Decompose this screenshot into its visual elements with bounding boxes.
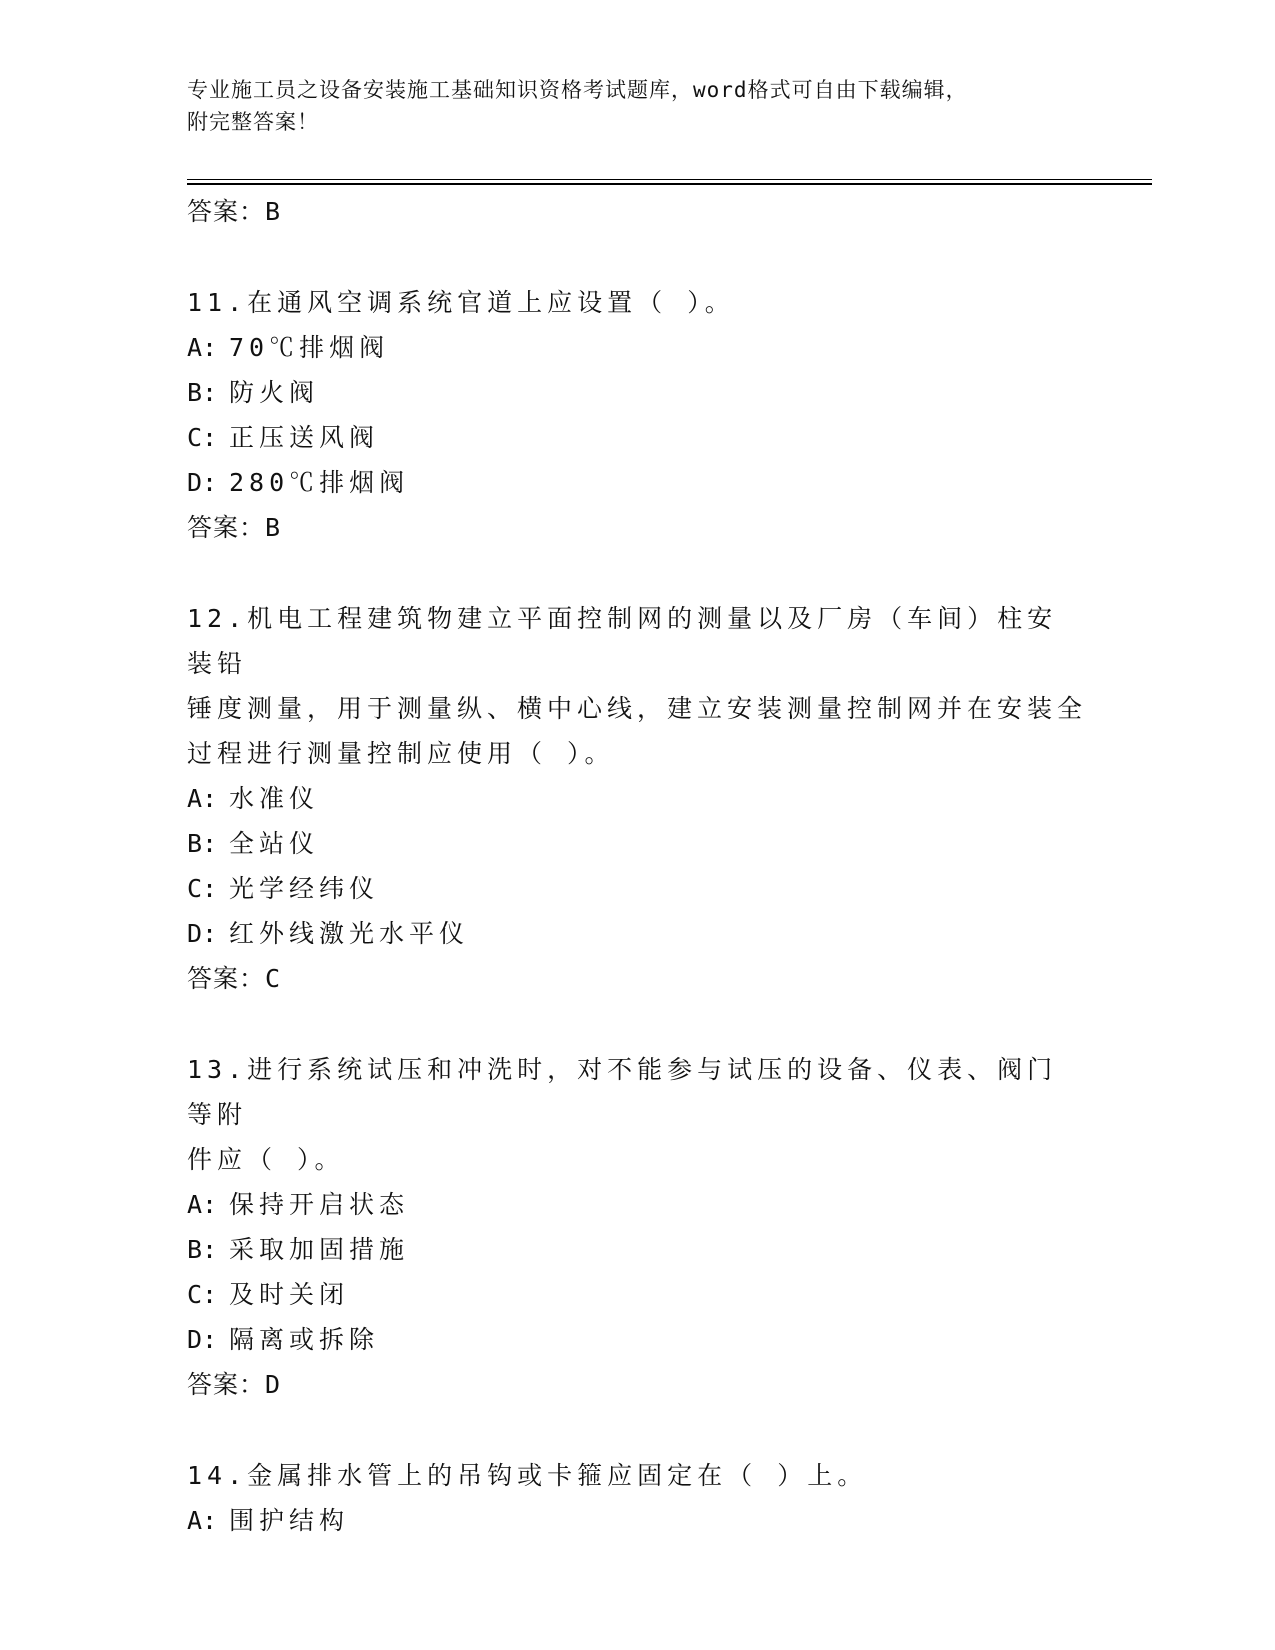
option-a bbox=[187, 776, 1087, 821]
option-text: 围护结构 bbox=[229, 1506, 350, 1535]
question-answer: 答案：C bbox=[187, 964, 282, 993]
option-text: 保持开启状态 bbox=[229, 1190, 410, 1219]
option-key: B: bbox=[187, 829, 218, 858]
option-text: 正压送风阀 bbox=[229, 423, 380, 452]
question-stem-line: 14.金属排水管上的吊钩或卡箍应固定在（ ）上。 bbox=[187, 1461, 868, 1490]
option-text: 红外线激光水平仪 bbox=[229, 919, 470, 948]
option-key: D: bbox=[187, 468, 218, 497]
option-b bbox=[187, 821, 1087, 866]
question-stem-line: 13.进行系统试压和冲洗时，对不能参与试压的设备、仪表、阀门等附 bbox=[187, 1055, 1058, 1129]
question-stem bbox=[187, 1047, 1087, 1182]
option-key: A: bbox=[187, 1506, 218, 1535]
question-stem-line: 锤度测量，用于测量纵、横中心线，建立安装测量控制网并在安装全 bbox=[187, 694, 1088, 723]
option-key: C: bbox=[187, 874, 218, 903]
option-key: C: bbox=[187, 1280, 218, 1309]
question-stem bbox=[187, 1453, 1087, 1498]
option-text: 全站仪 bbox=[229, 829, 320, 858]
option-key: A: bbox=[187, 1190, 218, 1219]
option-key: B: bbox=[187, 1235, 218, 1264]
header-divider-thin bbox=[187, 179, 1152, 180]
option-c bbox=[187, 415, 1087, 460]
option-key: C: bbox=[187, 423, 218, 452]
option-key: A: bbox=[187, 784, 218, 813]
spacer bbox=[187, 1001, 1087, 1047]
option-key: D: bbox=[187, 919, 218, 948]
question-stem-line: 12.机电工程建筑物建立平面控制网的测量以及厂房（车间）柱安装铅 bbox=[187, 604, 1058, 678]
option-text: 防火阀 bbox=[229, 378, 320, 407]
option-text: 280℃排烟阀 bbox=[229, 468, 410, 497]
question-list bbox=[187, 189, 1087, 1543]
option-c bbox=[187, 1272, 1087, 1317]
question-block bbox=[187, 1047, 1087, 1407]
option-key: B: bbox=[187, 378, 218, 407]
option-a bbox=[187, 1182, 1087, 1227]
option-b bbox=[187, 1227, 1087, 1272]
option-d bbox=[187, 460, 1087, 505]
option-a bbox=[187, 1498, 1087, 1543]
option-key: D: bbox=[187, 1325, 218, 1354]
question-block bbox=[187, 1453, 1087, 1543]
header-title-line-1: 专业施工员之设备安装施工基础知识资格考试题库，word格式可自由下载编辑， bbox=[187, 78, 968, 102]
option-d bbox=[187, 1317, 1087, 1362]
option-a bbox=[187, 325, 1087, 370]
question-stem-line: 11.在通风空调系统官道上应设置（ ）。 bbox=[187, 288, 735, 317]
option-c bbox=[187, 866, 1087, 911]
question-stem-line: 件应（ ）。 bbox=[187, 1145, 345, 1174]
question-stem bbox=[187, 280, 1087, 325]
option-text: 隔离或拆除 bbox=[229, 1325, 380, 1354]
spacer bbox=[187, 550, 1087, 596]
header-divider-thick bbox=[187, 183, 1152, 185]
question-stem bbox=[187, 596, 1087, 776]
question-block bbox=[187, 280, 1087, 550]
option-text: 70℃排烟阀 bbox=[229, 333, 390, 362]
spacer bbox=[187, 234, 1087, 280]
question-answer: 答案：B bbox=[187, 513, 282, 542]
question-answer: 答案：D bbox=[187, 1370, 282, 1399]
previous-answer: 答案：B bbox=[187, 197, 282, 226]
header-title-line-2: 附完整答案！ bbox=[187, 110, 319, 134]
option-d bbox=[187, 911, 1087, 956]
option-b bbox=[187, 370, 1087, 415]
option-text: 水准仪 bbox=[229, 784, 320, 813]
option-text: 光学经纬仪 bbox=[229, 874, 380, 903]
option-key: A: bbox=[187, 333, 218, 362]
document-header bbox=[187, 74, 1067, 138]
question-stem-line: 过程进行测量控制应使用（ ）。 bbox=[187, 739, 615, 768]
question-block bbox=[187, 596, 1087, 1001]
spacer bbox=[187, 1407, 1087, 1453]
option-text: 采取加固措施 bbox=[229, 1235, 410, 1264]
option-text: 及时关闭 bbox=[229, 1280, 350, 1309]
